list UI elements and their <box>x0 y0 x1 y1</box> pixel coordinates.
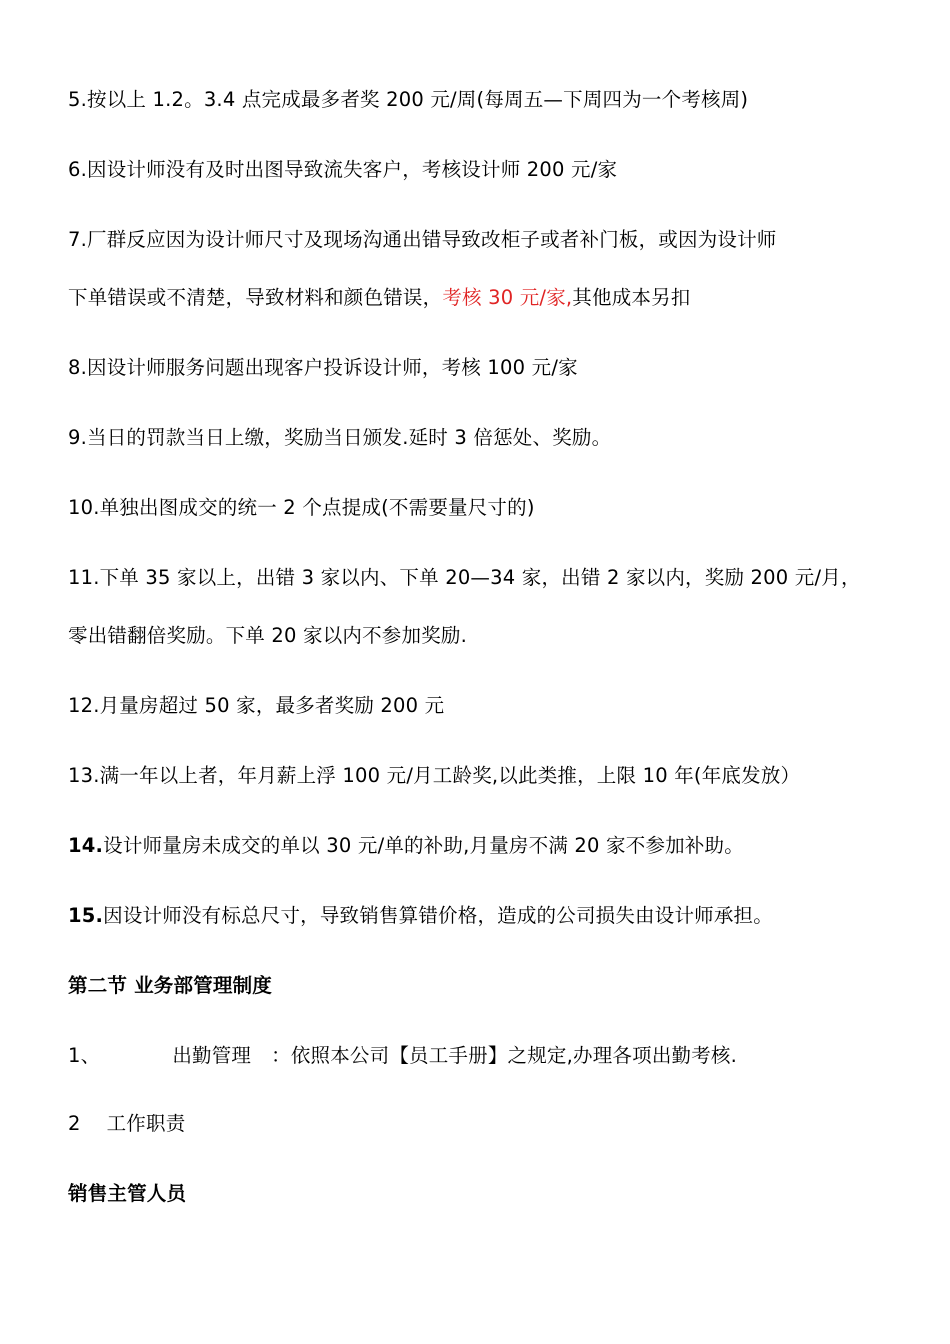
section-item-2 <box>68 1110 185 1138</box>
item-10: 10.单独出图成交的统一 2 个点提成(不需要量尺寸的) <box>68 496 535 519</box>
section-item-1-text: ：依照本公司【员工手册】之规定,办理各项出勤考核. <box>271 1044 738 1067</box>
item-9: 9.当日的罚款当日上缴，奖励当日颁发.延时 3 倍惩处、奖励。 <box>68 426 612 449</box>
item-6: 6.因设计师没有及时出图导致流失客户，考核设计师 200 元/家 <box>68 158 618 181</box>
item-12: 12.月量房超过 50 家，最多者奖励 200 元 <box>68 694 445 717</box>
item-7-text: 下单错误或不清楚，导致材料和颜色错误， <box>68 286 443 309</box>
item-5: 5.按以上 1.2。3.4 点完成最多者奖 200 元/周(每周五—下周四为一个考核周) <box>68 88 749 111</box>
section-item-1 <box>68 1042 737 1070</box>
subheading-sales-supervisor: 销售主管人员 <box>68 1182 187 1205</box>
item-15 <box>68 902 773 930</box>
section-item-1-label: 出勤管理 <box>172 1044 252 1067</box>
item-8: 8.因设计师服务问题出现客户投诉设计师，考核 100 元/家 <box>68 356 578 379</box>
section-title: 第二节 业务部管理制度 <box>68 974 272 997</box>
item-7-penalty-highlight: 考核 30 元/家, <box>442 286 573 309</box>
section-item-1-number: 1、 <box>68 1044 101 1067</box>
item-15-text: 因设计师没有标总尺寸，导致销售算错价格，造成的公司损失由设计师承担。 <box>103 904 773 927</box>
item-7-line-2 <box>68 284 691 312</box>
item-14-number: 14. <box>68 834 104 857</box>
item-7-line-1: 7.厂群反应因为设计师尺寸及现场沟通出错导致改柜子或者补门板，或因为设计师 <box>68 228 777 251</box>
item-11-line-2: 零出错翻倍奖励。下单 20 家以内不参加奖励. <box>68 624 468 647</box>
item-15-number: 15. <box>68 904 104 927</box>
item-11-line-1: 11.下单 35 家以上，出错 3 家以内、下单 20—34 家，出错 2 家以内，奖励 200 元/月， <box>68 566 861 589</box>
section-item-2-label: 工作职责 <box>106 1112 186 1135</box>
item-7-text-tail: 其他成本另扣 <box>572 286 691 309</box>
item-13: 13.满一年以上者，年月薪上浮 100 元/月工龄奖,以此类推，上限 10 年(年底发放） <box>68 764 801 787</box>
section-item-2-number: 2 <box>68 1112 81 1135</box>
item-14 <box>68 832 744 860</box>
item-14-text: 设计师量房未成交的单以 30 元/单的补助,月量房不满 20 家不参加补助。 <box>103 834 744 857</box>
